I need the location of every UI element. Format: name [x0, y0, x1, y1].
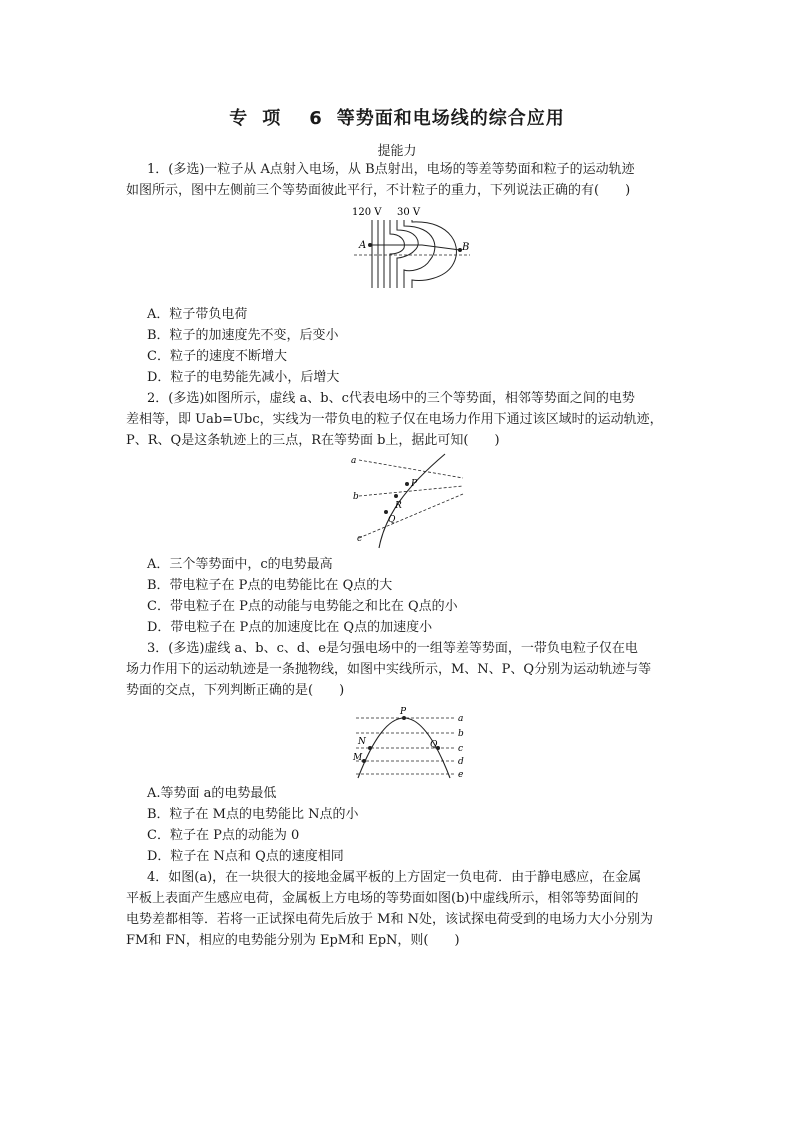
- q3-figure: [350, 704, 475, 782]
- q2-label-b: b: [353, 492, 359, 502]
- q2-option-b: B．带电粒子在 P点的电势能比在 Q点的大: [147, 578, 393, 593]
- q3-equipotential-lines: [356, 718, 454, 774]
- q2-figure: [345, 452, 470, 550]
- q2-stem-line-2: 差相等，即 Uab=Ubc，实线为一带负电的粒子仅在电场力作用下通过该区域时的运动轨迹，: [126, 412, 663, 427]
- q3-label-e: e: [458, 770, 464, 780]
- q1-stem-line-1: 1．(多选)一粒子从 A点射入电场，从 B点射出，电场的等差等势面和粒子的运动轨迹: [147, 162, 635, 177]
- q2-option-d: D．带电粒子在 P点的加速度比在 Q点的加速度小: [147, 620, 433, 635]
- q3-label-q: Q: [430, 740, 438, 750]
- q1-stem-line-2: 如图所示，图中左侧前三个等势面彼此平行，不计粒子的重力，下列说法正确的有( ): [126, 183, 631, 198]
- q2-label-q: Q: [388, 515, 396, 525]
- q3-label-n: N: [358, 737, 366, 747]
- q2-equipotential-lines: [359, 460, 463, 538]
- q2-option-a: A．三个等势面中，c的电势最高: [147, 557, 333, 572]
- q2-point-q: [384, 510, 388, 514]
- q1-option-b: B．粒子的加速度先不变，后变小: [147, 328, 339, 343]
- q2-label-a: a: [351, 456, 357, 466]
- q1-label-b: B: [462, 242, 470, 253]
- q1-figure: [340, 200, 480, 300]
- q2-label-p: P: [411, 479, 418, 489]
- q3-label-d: d: [458, 757, 464, 767]
- q4-stem-line-1: 4．如图(a)，在一块很大的接地金属平板的上方固定一负电荷．由于静电感应，在金属: [147, 870, 642, 885]
- q3-option-c: C．粒子在 P点的动能为 0: [147, 828, 300, 843]
- q3-option-a: A.等势面 a的电势最低: [147, 786, 277, 801]
- section-heading: 提能力: [377, 144, 417, 159]
- q1-label-a: A: [359, 240, 367, 251]
- title-part-4: 等势面和电场线的综合应用: [336, 108, 565, 129]
- title-part-1: 专: [229, 108, 249, 129]
- q2-stem-line-1: 2．(多选)如图所示，虚线 a、b、c代表电场中的三个等势面，相邻等势面之间的电势: [147, 391, 635, 406]
- q2-stem-line-3: P、R、Q是这条轨迹上的三点，R在等势面 b上，据此可知( ): [126, 433, 500, 448]
- q1-option-d: D．粒子的电势能先减小，后增大: [147, 370, 340, 385]
- q4-stem-line-3: 电势差都相等．若将一正试探电荷先后放于 M和 N处，该试探电荷受到的电场力大小分别为: [126, 912, 653, 927]
- q3-option-d: D．粒子在 N点和 Q点的速度相同: [147, 849, 344, 864]
- q3-label-p: P: [400, 707, 407, 717]
- q1-equipotential-lines: [372, 220, 456, 288]
- q3-stem-line-2: 场力作用下的运动轨迹是一条抛物线，如图中实线所示，M、N、P、Q分别为运动轨迹与等: [126, 662, 652, 677]
- q2-option-c: C．带电粒子在 P点的动能与电势能之和比在 Q点的小: [147, 599, 458, 614]
- q3-label-b: b: [458, 729, 464, 739]
- q1-point-a: [368, 243, 372, 247]
- q3-point-m: [362, 759, 366, 763]
- q3-label-m: M: [353, 753, 363, 763]
- q1-label-120v: 120 V: [352, 207, 382, 218]
- q2-point-p: [405, 482, 409, 486]
- q2-trajectory: [379, 454, 445, 548]
- q4-stem-line-2: 平板上表面产生感应电荷，金属板上方电场的等势面如图(b)中虚线所示，相邻等势面间的: [126, 891, 639, 906]
- title-part-2: 项: [262, 108, 282, 129]
- q3-point-n: [368, 746, 372, 750]
- q3-stem-line-3: 势面的交点，下列判断正确的是( ): [126, 683, 345, 698]
- q2-label-r: R: [395, 501, 402, 511]
- q4-stem-line-4: FM和 FN，相应的电势能分别为 EpM和 EpN，则( ): [126, 933, 460, 948]
- q2-point-r: [394, 494, 398, 498]
- q3-option-b: B．粒子在 M点的电势能比 N点的小: [147, 807, 359, 822]
- title-part-3: 6: [309, 108, 323, 129]
- q1-option-a: A．粒子带负电荷: [147, 307, 248, 322]
- q3-stem-line-1: 3．(多选)虚线 a、b、c、d、e是匀强电场中的一组等差等势面，一带负电粒子仅在电: [147, 641, 638, 656]
- q3-label-a: a: [458, 714, 464, 724]
- page-title: [0, 104, 794, 130]
- q1-label-30v: 30 V: [397, 207, 421, 218]
- q3-label-c: c: [458, 744, 464, 754]
- q1-option-c: C．粒子的速度不断增大: [147, 349, 287, 364]
- q2-label-c: c: [357, 534, 363, 544]
